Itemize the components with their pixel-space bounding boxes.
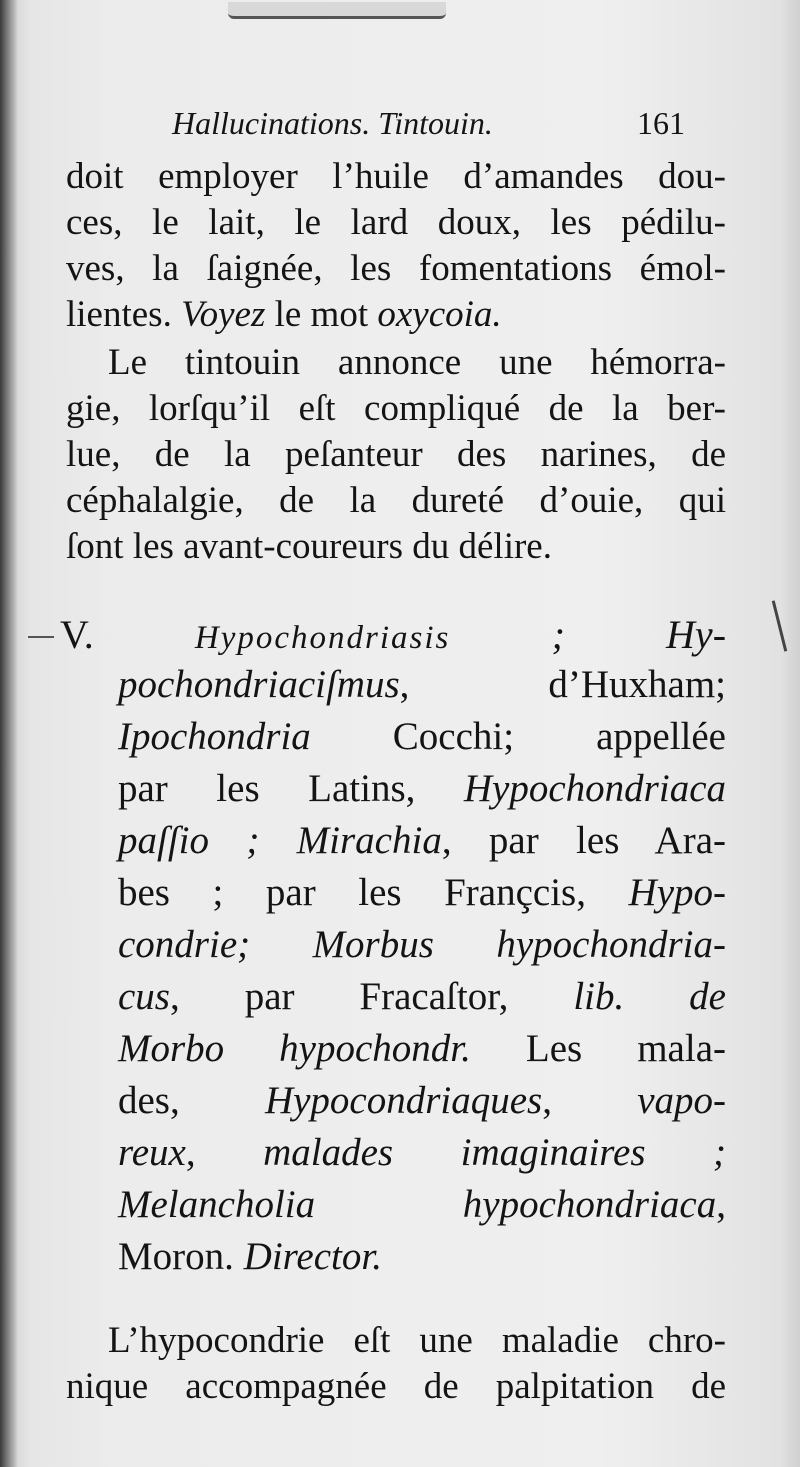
- text-segment: lientes.: [66, 294, 182, 335]
- text-segment: ces, le lait, le lard doux, les pédilu-: [66, 202, 726, 243]
- text-line: [66, 478, 726, 524]
- text-segment: L’hypocondrie eſt une maladie chro-: [108, 1320, 726, 1361]
- margin-mark-left: [28, 636, 54, 638]
- text-line: [66, 524, 552, 570]
- text-segment: doit employer l’huile d’amandes dou-: [66, 156, 726, 197]
- text-line: [118, 1076, 726, 1126]
- synonym: Hypo-: [628, 871, 726, 914]
- text-segment: lue, de la peſanteur des narines, de: [66, 434, 726, 475]
- text-line: [118, 816, 726, 866]
- citation: lib. de: [573, 975, 726, 1018]
- text-line: [66, 246, 726, 292]
- entry-heading: Hypochondriasis: [194, 620, 451, 656]
- text-line: [66, 432, 726, 478]
- text-line: [118, 1180, 726, 1230]
- text-segment: ,: [185, 1131, 264, 1174]
- text-segment: ves, la ſaignée, les fomentations émol-: [66, 248, 726, 289]
- text-line: [66, 1364, 726, 1410]
- cross-reference: Voyez: [181, 294, 266, 335]
- synonym: pochondriaciſmus: [118, 663, 400, 706]
- text-segment: ,: [542, 1079, 638, 1122]
- text-line: [118, 764, 726, 814]
- text-line: [66, 386, 726, 432]
- margin-mark-right: [772, 600, 787, 651]
- text-segment: , par les Ara-: [441, 819, 727, 862]
- cross-reference: oxycoia.: [377, 294, 502, 335]
- synonym: paſſio ; Mirachia: [118, 819, 442, 862]
- entry-heading-line: [60, 610, 726, 663]
- text-segment: par les Latins,: [118, 767, 464, 810]
- entry-number: V.: [60, 612, 94, 657]
- text-segment: Moron.: [118, 1235, 244, 1278]
- text-segment: Cocchi; appellée: [310, 715, 726, 758]
- text-segment: Le tintouin annonce une hémorra-: [108, 342, 726, 383]
- text-line: [118, 920, 726, 970]
- running-title: Hallucinations. Tintouin.: [172, 105, 493, 141]
- text-segment: , par Fracaſtor,: [170, 975, 574, 1018]
- text-segment: gie, lorſqu’il eſt compliqué de la ber-: [66, 388, 726, 429]
- text-line: [118, 712, 726, 762]
- text-segment: le mot: [265, 294, 378, 335]
- synonym: vapo-: [637, 1079, 726, 1122]
- text-segment: Les mala-: [470, 1027, 727, 1070]
- synonym: Melancholia hypochondriaca: [118, 1183, 717, 1226]
- text-segment: ,: [716, 1183, 726, 1226]
- text-segment: des,: [118, 1079, 265, 1122]
- text-line: [108, 340, 726, 386]
- running-header: [172, 100, 732, 146]
- synonym: cus: [118, 975, 170, 1018]
- text-segment: céphalalgie, de la dureté d’ouie, qui: [66, 480, 726, 521]
- synonym: Hypochondriaca: [463, 767, 726, 810]
- text-segment: , d’Huxham;: [399, 663, 726, 706]
- text-segment: ſont les avant-coureurs du délire.: [66, 526, 552, 567]
- text-segment: nique accompagnée de palpitation de: [66, 1366, 726, 1407]
- synonym: reux: [118, 1131, 186, 1174]
- synonym: condrie; Morbus hypochondria-: [118, 923, 726, 966]
- text-line: [66, 200, 726, 246]
- text-line: [118, 1128, 726, 1178]
- text-line: [66, 292, 502, 338]
- page-number: 161: [637, 105, 685, 141]
- synonym: malades imaginaires ;: [263, 1131, 726, 1174]
- citation: Morbo hypochondr.: [118, 1027, 471, 1070]
- text-line: [118, 660, 726, 710]
- text-line: [118, 972, 726, 1022]
- text-segment: ; Hy-: [450, 612, 727, 657]
- text-line: [118, 1024, 726, 1074]
- citation: Director.: [243, 1235, 382, 1278]
- page-top-tab: [228, 2, 446, 19]
- synonym: Ipochondria: [118, 715, 311, 758]
- text-line: [118, 868, 726, 918]
- text-line: [108, 1318, 726, 1364]
- text-segment: bes ; par les Françcis,: [118, 871, 629, 914]
- synonym: Hypocondriaques: [264, 1079, 543, 1122]
- text-line: [66, 154, 726, 200]
- text-line: [118, 1232, 382, 1282]
